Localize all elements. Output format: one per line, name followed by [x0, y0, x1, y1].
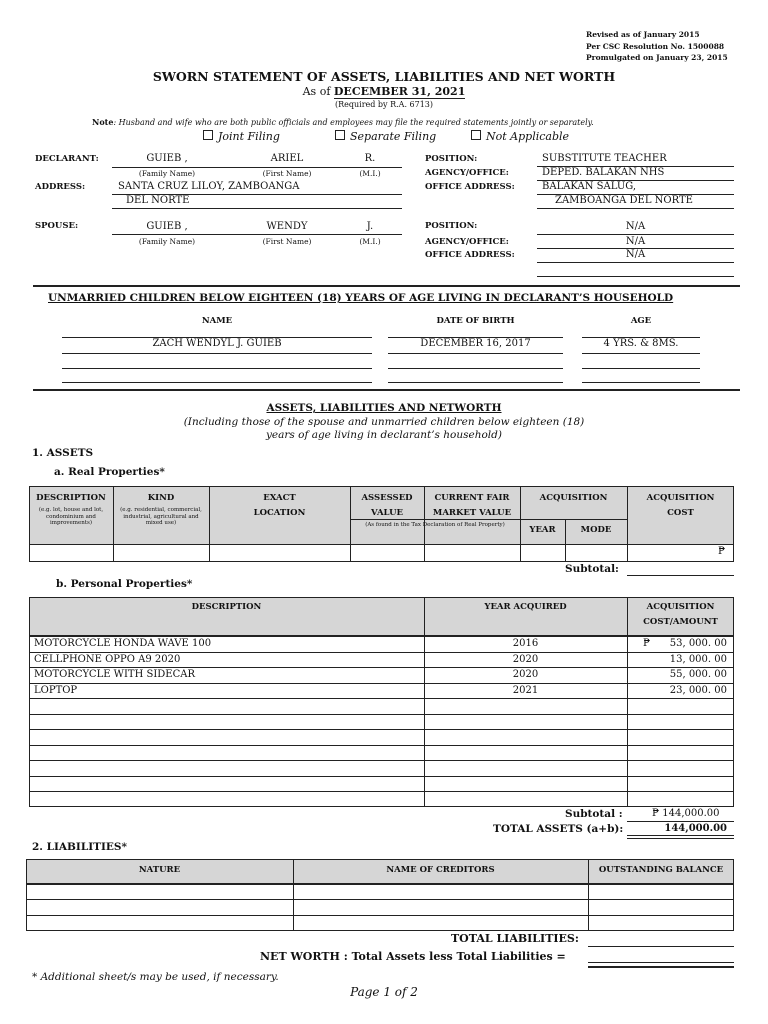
as-of-date: DECEMBER 31, 2021 — [333, 85, 466, 98]
personal-item-amount[interactable]: 23, 000. 00 — [669, 685, 727, 696]
net-worth-label: NET WORTH : Total Assets less Total Liabilities = — [260, 950, 566, 963]
spouse-mi-caption: (M.I.) — [359, 237, 381, 246]
office-address-label: OFFICE ADDRESS: — [425, 182, 515, 192]
personal-subtotal-label: Subtotal : — [565, 808, 623, 820]
note-label: Note — [92, 117, 114, 127]
real-col-kind-note: (e.g. residential, commercial, industrial, agricultural and mixed use) — [120, 507, 202, 526]
personal-col-cost-2: COST/AMOUNT — [643, 617, 718, 627]
children-heading: UNMARRIED CHILDREN BELOW EIGHTEEN (18) YEARS OF AGE LIVING IN DECLARANT’S HOUSEHOLD — [48, 292, 674, 304]
real-properties-heading: a. Real Properties* — [54, 466, 165, 478]
personal-item-description[interactable]: CELLPHONE OPPO A9 2020 — [34, 654, 181, 665]
real-col-year: YEAR — [529, 525, 556, 535]
liabilities-col-nature: NATURE — [138, 865, 181, 875]
first-name-caption: (First Name) — [262, 169, 312, 178]
spouse-first-name[interactable]: WENDY — [266, 221, 308, 232]
personal-col-year: YEAR ACQUIRED — [484, 602, 567, 612]
real-col-acq-cost-2: COST — [667, 508, 694, 518]
spouse-office-address-label: OFFICE ADDRESS: — [425, 250, 515, 260]
personal-item-description[interactable]: LOPTOP — [34, 685, 78, 696]
real-col-location-1: EXACT — [263, 493, 296, 503]
real-col-description-note: (e.g. lot, house and lot, condominium and improvements) — [38, 507, 104, 526]
page-title: SWORN STATEMENT OF ASSETS, LIABILITIES AND NET WORTH — [152, 69, 616, 84]
real-col-kind: KIND — [147, 493, 175, 503]
declarant-family-name[interactable]: GUIEB , — [146, 153, 188, 164]
personal-item-amount[interactable]: 53, 000. 00 — [669, 638, 727, 649]
spouse-position[interactable]: N/A — [625, 221, 646, 232]
personal-properties-heading: b. Personal Properties* — [56, 578, 193, 590]
personal-item-year[interactable]: 2016 — [512, 638, 539, 649]
family-name-caption: (Family Name) — [138, 169, 196, 178]
spouse-family-caption: (Family Name) — [138, 237, 196, 246]
alnw-subheading-2: years of age living in declarant’s household) — [266, 429, 502, 441]
total-assets-label: TOTAL ASSETS (a+b): — [493, 823, 624, 835]
filing-note — [92, 117, 594, 127]
as-of-label: As of — [302, 85, 331, 98]
spouse-office-address[interactable]: N/A — [625, 249, 646, 260]
child-name[interactable]: ZACH WENDYL J. GUIEB — [152, 338, 282, 349]
note-text: : Husband and wife who are both public officials and employees may file the required statements jointly or separately. — [113, 118, 594, 127]
checkbox-icon — [471, 130, 481, 140]
personal-item-year[interactable]: 2020 — [512, 654, 539, 665]
page-number: Page 1 of 2 — [350, 985, 418, 999]
separate-filing-option[interactable]: Separate Filing — [335, 130, 436, 143]
personal-item-description[interactable]: MOTORCYCLE HONDA WAVE 100 — [34, 638, 212, 649]
child-age[interactable]: 4 YRS. & 8MS. — [603, 338, 679, 349]
required-by: (Required by R.A. 6713) — [334, 100, 434, 109]
declarant-office-address-line-1[interactable]: BALAKAN SALUG, — [542, 181, 637, 192]
position-label: POSITION: — [425, 154, 478, 164]
real-col-market-1: CURRENT FAIR — [434, 493, 510, 503]
footnote: * Additional sheet/s may be used, if necessary. — [32, 971, 279, 983]
liabilities-col-creditors: NAME OF CREDITORS — [386, 865, 495, 875]
real-col-assessed-2: VALUE — [371, 508, 403, 518]
assets-heading: 1. ASSETS — [32, 447, 94, 459]
agency-label: AGENCY/OFFICE: — [425, 168, 509, 178]
children-col-name: NAME — [201, 316, 233, 326]
revision-line-3: Promulgated on January 23, 2015 — [586, 53, 728, 62]
spouse-agency-label: AGENCY/OFFICE: — [425, 237, 509, 247]
total-liabilities-label: TOTAL LIABILITIES: — [451, 932, 579, 945]
checkbox-icon — [203, 130, 213, 140]
personal-item-amount[interactable]: 13, 000. 00 — [669, 654, 727, 665]
personal-item-year[interactable]: 2020 — [512, 669, 539, 680]
real-col-acq-cost-1: ACQUISITION — [646, 493, 715, 503]
real-col-location-2: LOCATION — [253, 508, 306, 518]
mi-caption: (M.I.) — [359, 169, 381, 178]
declarant-office-address-line-2[interactable]: ZAMBOANGA DEL NORTE — [555, 195, 693, 206]
personal-col-cost-1: ACQUISITION — [646, 602, 715, 612]
declarant-mi[interactable]: R. — [364, 153, 376, 164]
real-cost-peso[interactable]: ₱ — [718, 546, 726, 557]
real-col-mode: MODE — [580, 525, 612, 535]
personal-item-amount[interactable]: 55, 000. 00 — [669, 669, 727, 680]
declarant-position[interactable]: SUBSTITUTE TEACHER — [542, 153, 667, 164]
personal-subtotal-value[interactable]: ₱ 144,000.00 — [652, 808, 720, 819]
real-col-description: DESCRIPTION — [36, 493, 106, 503]
spouse-first-caption: (First Name) — [262, 237, 312, 246]
personal-item-description[interactable]: MOTORCYCLE WITH SIDECAR — [34, 669, 196, 680]
personal-item-year[interactable]: 2021 — [512, 685, 539, 696]
declarant-address-line-1[interactable]: SANTA CRUZ LILOY, ZAMBOANGA — [118, 181, 300, 192]
real-col-assessed-1: ASSESSED — [361, 493, 413, 503]
real-tax-note: (As found in the Tax Declaration of Real Property) — [365, 522, 505, 528]
real-col-acquisition: ACQUISITION — [539, 493, 608, 503]
real-col-market-2: MARKET VALUE — [432, 508, 512, 518]
spouse-label: SPOUSE: — [35, 221, 79, 231]
revision-line-2: Per CSC Resolution No. 1500088 — [586, 42, 725, 51]
address-label: ADDRESS: — [35, 182, 86, 192]
spouse-position-label: POSITION: — [425, 221, 478, 231]
real-subtotal-label: Subtotal: — [565, 563, 619, 575]
alnw-heading: ASSETS, LIABILITIES AND NETWORTH — [266, 402, 502, 414]
personal-col-description: DESCRIPTION — [191, 602, 262, 612]
declarant-address-line-2[interactable]: DEL NORTE — [126, 195, 190, 206]
liabilities-col-balance: OUTSTANDING BALANCE — [598, 865, 724, 875]
spouse-family-name[interactable]: GUIEB , — [146, 221, 188, 232]
child-dob[interactable]: DECEMBER 16, 2017 — [420, 338, 531, 349]
total-assets-value[interactable]: 144,000.00 — [664, 823, 727, 834]
spouse-mi[interactable]: J. — [366, 221, 374, 232]
revision-line-1: Revised as of January 2015 — [586, 30, 700, 39]
liabilities-heading: 2. LIABILITIES* — [32, 841, 127, 853]
children-col-age: AGE — [630, 316, 652, 326]
checkbox-icon — [335, 130, 345, 140]
spouse-agency[interactable]: N/A — [625, 236, 646, 247]
not-applicable-option[interactable]: Not Applicable — [471, 130, 569, 143]
declarant-first-name[interactable]: ARIEL — [270, 153, 304, 164]
declarant-agency[interactable]: DEPED. BALAKAN NHS — [542, 167, 665, 178]
alnw-subheading-1: (Including those of the spouse and unmarried children below eighteen (18) — [183, 416, 585, 428]
joint-filing-option[interactable]: Joint Filing — [203, 130, 280, 143]
children-col-dob: DATE OF BIRTH — [436, 316, 515, 326]
declarant-label: DECLARANT: — [35, 154, 99, 164]
personal-item-peso[interactable]: ₱ — [643, 638, 651, 649]
as-of-line — [0, 85, 768, 98]
